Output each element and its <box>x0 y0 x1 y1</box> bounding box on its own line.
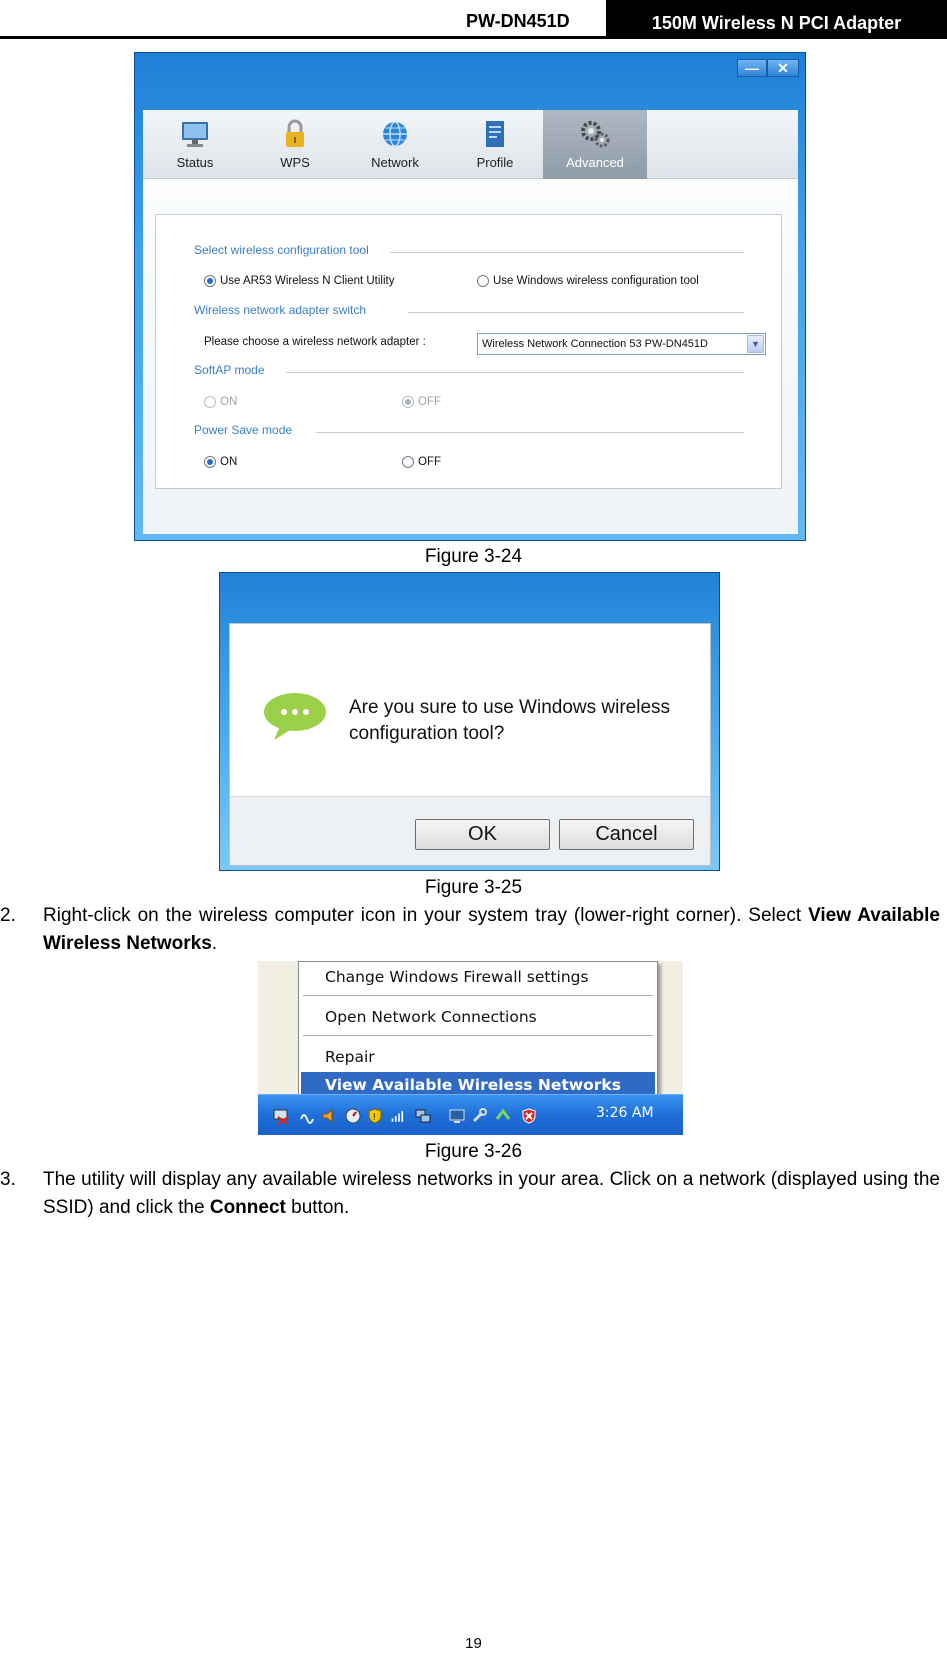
radio-softap-on[interactable] <box>204 396 237 408</box>
close-button[interactable]: ✕ <box>767 59 799 77</box>
radio-selected-icon <box>204 456 216 468</box>
step-number: 2. <box>0 905 16 926</box>
taskbar-clock[interactable]: 3:26 AM <box>596 1105 654 1121</box>
profile-icon <box>479 118 511 150</box>
volume-icon[interactable] <box>320 1107 338 1125</box>
radio-use-utility[interactable] <box>204 275 394 287</box>
menu-separator <box>303 995 653 997</box>
ok-button[interactable]: OK <box>415 819 550 850</box>
window-controls <box>737 59 799 77</box>
tab-wps[interactable] <box>243 110 347 179</box>
menu-item-repair[interactable]: Repair <box>325 1048 375 1066</box>
adapter-prompt: Please choose a wireless network adapter : <box>204 336 426 348</box>
menu-item-network-connections[interactable]: Open Network Connections <box>325 1008 537 1026</box>
taskbar <box>258 1094 683 1135</box>
divider <box>408 312 744 313</box>
radio-power-off[interactable] <box>402 456 441 468</box>
utility-window <box>134 52 806 541</box>
divider <box>286 372 744 373</box>
wave-icon[interactable] <box>298 1107 316 1125</box>
signal-strength-icon[interactable] <box>390 1107 408 1125</box>
cancel-button[interactable]: Cancel <box>559 819 694 850</box>
section-power-save: Power Save mode <box>194 423 293 437</box>
connection-icon[interactable] <box>494 1107 512 1125</box>
radio-selected-icon <box>402 396 414 408</box>
page-header <box>0 0 947 39</box>
gears-icon <box>579 118 611 150</box>
step-text-end: . <box>211 933 218 954</box>
divider <box>316 432 744 433</box>
adapter-select[interactable] <box>477 333 766 355</box>
svg-text:!: ! <box>373 1112 376 1122</box>
tab-label: WPS <box>280 155 310 170</box>
settings-panel <box>155 214 782 489</box>
radio-selected-icon <box>204 275 216 287</box>
tab-label: Network <box>371 155 419 170</box>
header-rule <box>0 36 947 39</box>
tab-label: Advanced <box>566 155 624 170</box>
alert-shield-icon[interactable] <box>520 1107 538 1125</box>
menu-separator <box>303 1035 653 1037</box>
figure-caption: Figure 3-24 <box>424 546 523 567</box>
option-label: ON <box>220 396 238 408</box>
step-text-bold: View Available Wireless Networks <box>43 905 940 954</box>
dialog-button-bar <box>230 796 710 865</box>
page-number: 19 <box>465 1635 482 1652</box>
step-text-bold: Connect <box>209 1197 286 1218</box>
radio-softap-off[interactable] <box>402 396 441 408</box>
option-label: Use Windows wireless configuration tool <box>493 275 699 287</box>
context-menu <box>298 961 658 1102</box>
adapter-select-value: Wireless Network Connection 53 PW-DN451D <box>482 338 708 350</box>
option-label: OFF <box>418 456 441 468</box>
chevron-down-icon[interactable]: ▼ <box>747 335 764 353</box>
tab-label: Profile <box>476 155 514 170</box>
system-tray-figure <box>258 961 683 1135</box>
tab-network[interactable] <box>343 110 447 179</box>
radio-unselected-icon <box>477 275 489 287</box>
option-label: ON <box>220 456 238 468</box>
section-config-tool: Select wireless configuration tool <box>194 243 369 257</box>
minimize-button[interactable]: — <box>737 59 767 77</box>
divider <box>390 252 744 253</box>
header-model: PW-DN451D <box>466 11 570 31</box>
display-icon[interactable] <box>448 1107 466 1125</box>
figure-caption: Figure 3-25 <box>424 877 523 898</box>
step-text-main: Right-click on the wireless computer icon in your system tray (lower-right corner). Select <box>43 905 809 926</box>
tab-profile[interactable] <box>443 110 547 179</box>
step-number: 3. <box>0 1169 16 1190</box>
tab-status[interactable] <box>143 110 247 179</box>
radio-use-windows[interactable] <box>477 275 699 287</box>
step-text <box>43 1166 940 1222</box>
step-text-end: button. <box>285 1197 350 1218</box>
globe-icon <box>379 118 411 150</box>
header-product: 150M Wireless N PCI Adapter <box>606 0 947 39</box>
wireless-computer-icon[interactable] <box>272 1107 290 1125</box>
speech-bubble-icon <box>262 690 328 742</box>
figure-caption: Figure 3-26 <box>424 1141 523 1162</box>
confirm-dialog <box>219 572 720 871</box>
padlock-icon <box>279 118 311 150</box>
tab-label: Status <box>176 155 214 170</box>
monitor-icon <box>179 118 211 150</box>
radio-unselected-icon <box>402 456 414 468</box>
radio-power-on[interactable] <box>204 456 237 468</box>
menu-item-firewall[interactable]: Change Windows Firewall settings <box>325 968 589 986</box>
dialog-message: Are you sure to use Windows wireless configuration tool? <box>349 697 671 744</box>
section-softap: SoftAP mode <box>194 363 265 377</box>
step-text <box>43 902 940 958</box>
security-shield-icon[interactable] <box>366 1107 384 1125</box>
tab-advanced[interactable] <box>543 110 647 179</box>
menu-item-view-networks[interactable]: View Available Wireless Networks <box>301 1072 655 1098</box>
network-computers-icon[interactable] <box>414 1107 432 1125</box>
clock-app-icon[interactable] <box>344 1107 362 1125</box>
dialog-body <box>229 623 711 866</box>
option-label: Use AR53 Wireless N Client Utility <box>220 275 395 287</box>
tools-icon[interactable] <box>470 1107 488 1125</box>
step-text-main: The utility will display any available wireless networks in your area. Click on a network (displayed using the SSID) and click the <box>43 1169 940 1218</box>
option-label: OFF <box>418 396 441 408</box>
advanced-content <box>143 179 798 534</box>
radio-unselected-icon <box>204 396 216 408</box>
tab-bar <box>143 110 798 179</box>
section-adapter-switch: Wireless network adapter switch <box>194 303 367 317</box>
